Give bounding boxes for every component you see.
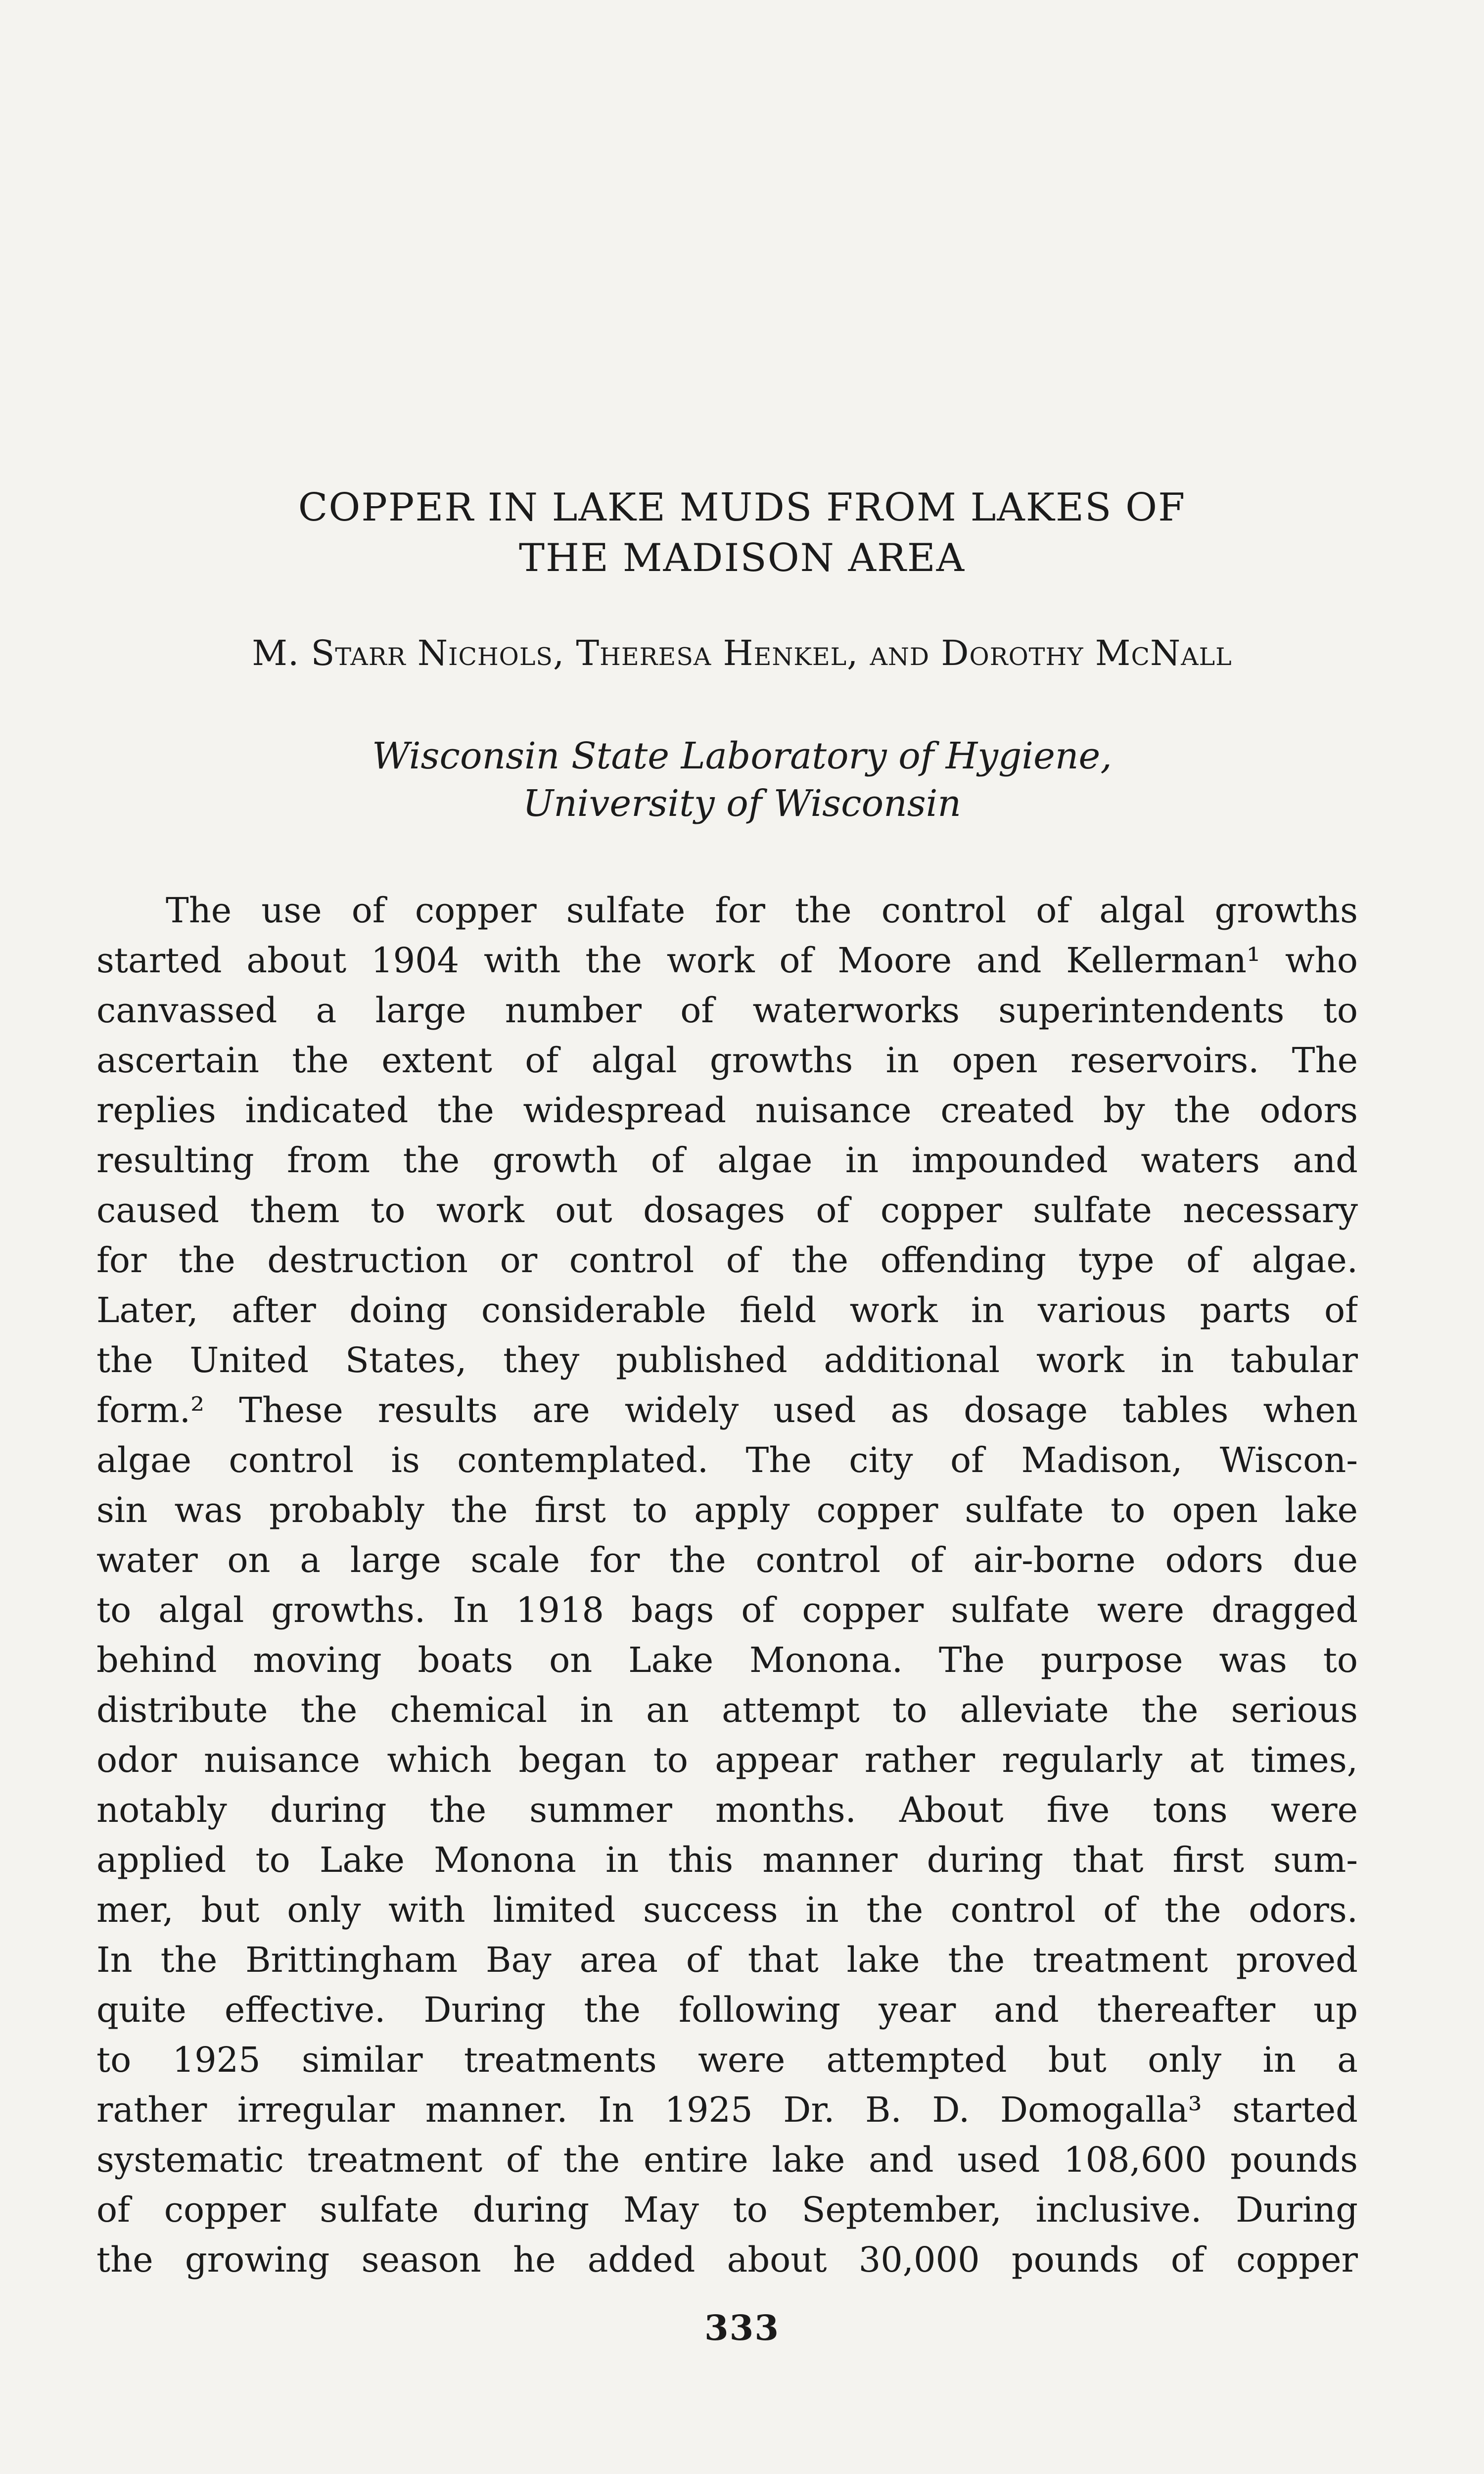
title-line-2: THE MADISON AREA bbox=[518, 536, 966, 580]
body-line: mer, but only with limited success in the control of the odors. bbox=[96, 1890, 1358, 1930]
body-line: form.² These results are widely used as dosage tables when bbox=[96, 1390, 1358, 1430]
body-line: quite effective. During the following year and thereafter up bbox=[96, 1990, 1358, 2030]
body-line: of copper sulfate during May to September, inclusive. During bbox=[96, 2189, 1358, 2230]
body-line: for the destruction or control of the offending type of algae. bbox=[96, 1240, 1358, 1281]
body-line: odor nuisance which began to appear rather regularly at times, bbox=[96, 1740, 1358, 1780]
body-line: to algal growths. In 1918 bags of copper sulfate were dragged bbox=[96, 1590, 1358, 1630]
body-line: ascertain the extent of algal growths in open reservoirs. The bbox=[96, 1040, 1358, 1081]
body-line: water on a large scale for the control of air-borne odors due bbox=[96, 1540, 1358, 1580]
body-line: Later, after doing considerable field work in various parts of bbox=[96, 1290, 1358, 1331]
body-line: applied to Lake Monona in this manner during that first sum- bbox=[96, 1840, 1358, 1880]
body-line: sin was probably the first to apply copper sulfate to open lake bbox=[96, 1490, 1358, 1530]
body-line: replies indicated the widespread nuisance created by the odors bbox=[96, 1090, 1358, 1131]
body-line: distribute the chemical in an attempt to alleviate the serious bbox=[96, 1690, 1358, 1730]
body-line: rather irregular manner. In 1925 Dr. B. D. Domogalla³ started bbox=[96, 2090, 1358, 2130]
body-paragraph bbox=[96, 886, 1358, 2285]
body-line: to 1925 similar treatments were attempted but only in a bbox=[96, 2040, 1358, 2080]
page-number: 333 bbox=[704, 2307, 780, 2348]
body-line: resulting from the growth of algae in impounded waters and bbox=[96, 1140, 1358, 1181]
body-line: caused them to work out dosages of copper sulfate necessary bbox=[96, 1190, 1358, 1231]
body-line: algae control is contemplated. The city of Madison, Wiscon- bbox=[96, 1440, 1358, 1480]
body-line: systematic treatment of the entire lake and used 108,600 pounds bbox=[96, 2140, 1358, 2180]
body-line: started about 1904 with the work of Moore and Kellerman¹ who bbox=[96, 940, 1358, 981]
body-line: the growing season he added about 30,000 pounds of copper bbox=[96, 2239, 1358, 2280]
body-line: The use of copper sulfate for the control of algal growths bbox=[166, 890, 1358, 931]
body-line: the United States, they published additional work in tabular bbox=[96, 1340, 1358, 1380]
paper-title bbox=[94, 482, 1390, 583]
body-line: behind moving boats on Lake Monona. The purpose was to bbox=[96, 1640, 1358, 1680]
title-line-1: COPPER IN LAKE MUDS FROM LAKES OF bbox=[298, 485, 1186, 530]
affiliation-line-2: University of Wisconsin bbox=[522, 782, 962, 825]
body-line: In the Brittingham Bay area of that lake the treatment proved bbox=[96, 1940, 1358, 1980]
body-line: canvassed a large number of waterworks superintendents to bbox=[96, 990, 1358, 1031]
affiliation-line-1: Wisconsin State Laboratory of Hygiene, bbox=[372, 735, 1112, 777]
body-line: notably during the summer months. About five tons were bbox=[96, 1790, 1358, 1830]
author-list: M. Starr Nichols, Theresa Henkel, and Dorothy McNall bbox=[252, 633, 1232, 673]
affiliation bbox=[94, 732, 1390, 827]
